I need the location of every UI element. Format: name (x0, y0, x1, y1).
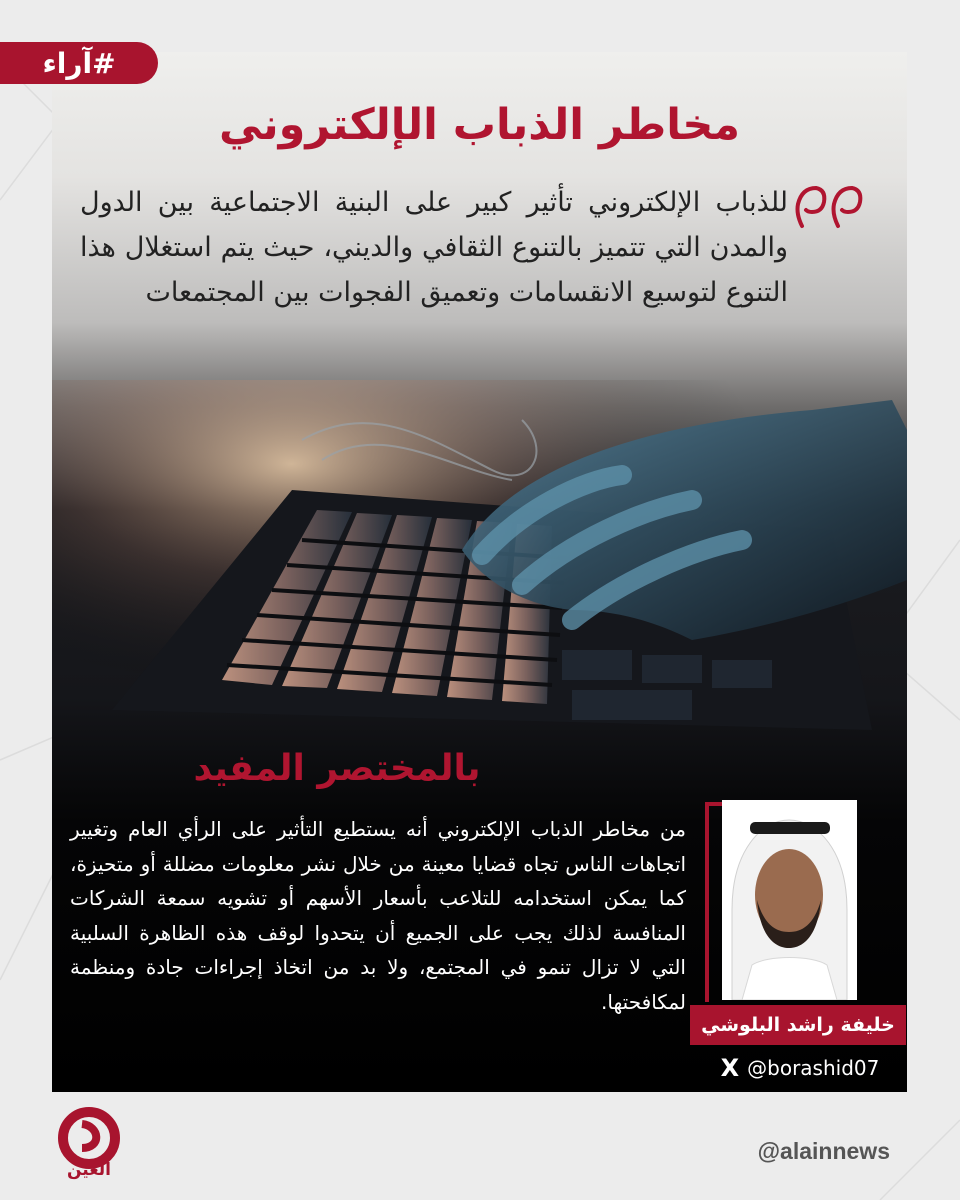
x-icon: X (720, 1054, 740, 1082)
site-handle[interactable]: @alainnews (757, 1138, 890, 1164)
opinion-tag[interactable]: #آراء (0, 42, 158, 84)
logo-wordmark: العين (66, 1160, 112, 1180)
article-headline: مخاطر الذباب الإلكتروني (218, 100, 741, 150)
author-handle[interactable] (710, 1048, 890, 1088)
author-name: خليفة راشد البلوشي (690, 1005, 906, 1045)
quote-icon (790, 180, 864, 230)
keyboard-hands-photo (52, 380, 907, 800)
accent-line-vertical (705, 802, 709, 1002)
summary-paragraph: من مخاطر الذباب الإلكتروني أنه يستطيع التأثير على الرأي العام وتغيير اتجاهات الناس تجاه قضايا معينة من خلال نشر معلومات مضللة أو متحيزة، كما يمكن استخدامه للتلاعب بأسعار الأسهم أو تشويه سمعة الشركات المنافسة لذلك يجب على الجميع أن يتحدوا لوقف هذه الظاهرة السلبية التي لا تزال تنمو في المجتمع، ولا بد من اتخاذ إجراءات جادة ومنظمة لمكافحتها. (70, 817, 686, 1014)
summary-heading: بالمختصر المفيد (193, 748, 481, 789)
intro-paragraph: للذباب الإلكتروني تأثير كبير على البنية الاجتماعية بين الدول والمدن التي تتميز بالتنوع الثقافي والديني، حيث يتم استغلال هذا التنوع لتوسيع الانقسامات وتعميق الفجوات بين المجتمعات (80, 187, 788, 308)
author-handle-text: @borashid07 (747, 1056, 880, 1080)
author-photo (722, 800, 857, 1000)
